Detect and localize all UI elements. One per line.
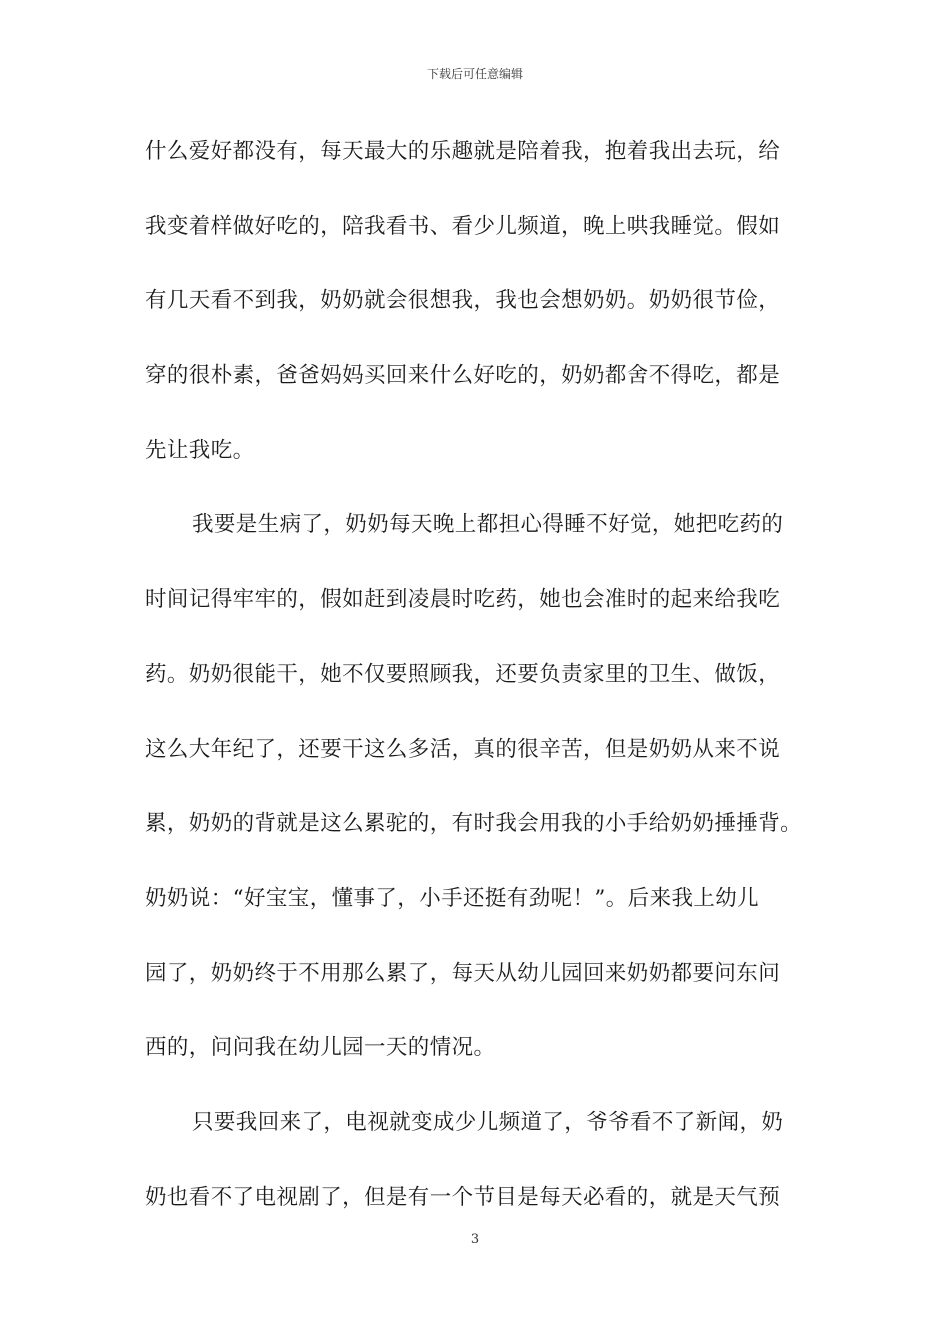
paragraph-first-line: 我要是生病了，奶奶每天晚上都担心得睡不好觉，她把吃药的 — [192, 512, 784, 538]
text-line: 有几天看不到我，奶奶就会很想我，我也会想奶奶。奶奶很节俭， — [145, 288, 781, 314]
page-header: 下载后可任意编辑 — [426, 67, 523, 81]
text-line: 园了，奶奶终于不用那么累了，每天从幼儿园回来奶奶都要问东问 — [145, 960, 781, 986]
text-line: 什么爱好都没有，每天最大的乐趣就是陪着我，抱着我出去玩，给 — [145, 139, 781, 164]
text-line: 奶奶说：“好宝宝，懂事了，小手还挺有劲呢！”。后来我上幼儿 — [145, 885, 760, 911]
text-line: 时间记得牢牢的，假如赶到凌晨时吃药，她也会准时的起来给我吃 — [145, 587, 781, 613]
text-line: 西的，问问我在幼儿园一天的情况。 — [145, 1035, 496, 1061]
body-text — [145, 128, 807, 1248]
paragraph-first-line: 只要我回来了，电视就变成少儿频道了，爷爷看不了新闻，奶 — [192, 1109, 784, 1135]
text-line: 药。奶奶很能干，她不仅要照顾我，还要负责家里的卫生、做饭， — [145, 661, 781, 687]
text-line: 奶也看不了电视剧了，但是有一个节目是每天必看的，就是天气预 — [145, 1184, 781, 1210]
page-number: 3 — [470, 1232, 480, 1247]
text-line: 我变着样做好吃的，陪我看书、看少儿频道，晚上哄我睡觉。假如 — [145, 213, 781, 239]
text-line: 累，奶奶的背就是这么累驼的，有时我会用我的小手给奶奶捶捶背。 — [145, 811, 803, 837]
text-line: 先让我吃。 — [145, 437, 255, 463]
text-line: 这么大年纪了，还要干这么多活，真的很辛苦，但是奶奶从来不说 — [145, 736, 781, 762]
text-line: 穿的很朴素，爸爸妈妈买回来什么好吃的，奶奶都舍不得吃，都是 — [145, 363, 781, 389]
